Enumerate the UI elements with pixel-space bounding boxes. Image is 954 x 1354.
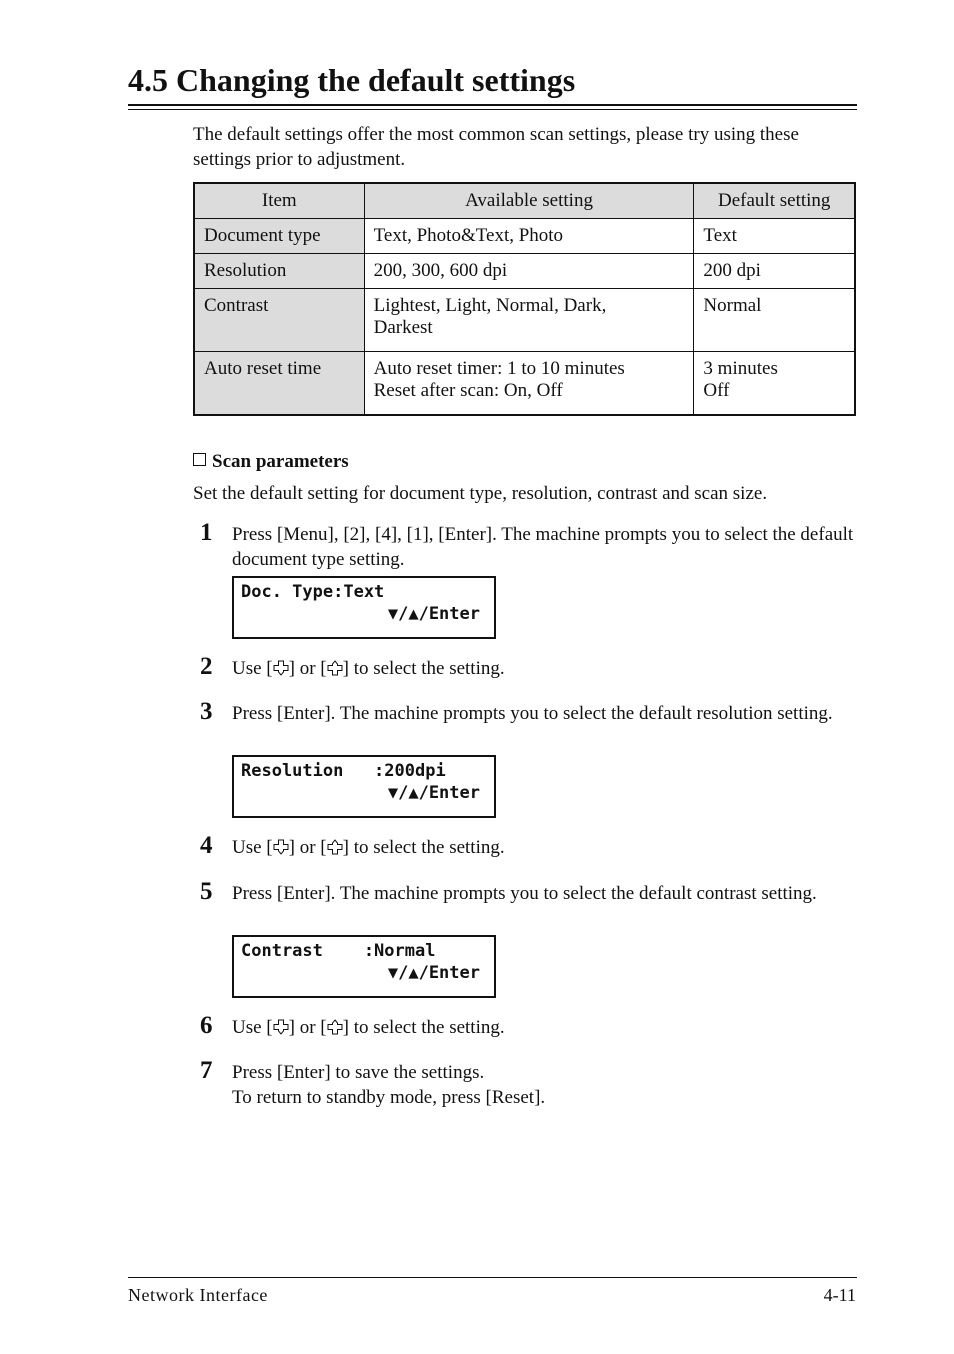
step-text: Press [Menu], [2], [4], [1], [Enter]. The machine prompts you to select the default document type setting. <box>232 524 854 570</box>
title-rule-thin <box>128 109 857 110</box>
page-title: 4.5 Changing the default settings <box>128 62 576 98</box>
lcd-display-doc-type <box>232 576 496 639</box>
step-number: 3 <box>200 698 213 725</box>
step-number: 2 <box>200 653 213 680</box>
scan-parameters-heading <box>193 451 349 473</box>
scan-parameters-description: Set the default setting for document type, resolution, contrast and scan size. <box>193 483 768 504</box>
row-available-line: Auto reset timer: 1 to 10 minutes <box>373 358 625 379</box>
row-available <box>364 352 694 416</box>
step-number: 6 <box>200 1012 213 1039</box>
title-rule <box>128 104 857 106</box>
scan-parameters-heading-text: Scan parameters <box>212 451 349 472</box>
lcd-line-2: ▼/▲/Enter <box>387 604 480 624</box>
step-number: 7 <box>200 1057 213 1084</box>
joystick-up-icon <box>327 839 343 855</box>
step-text-part: ] or [ <box>288 837 327 858</box>
row-item: Auto reset time <box>194 352 364 416</box>
step-text-part: Use [ <box>232 658 273 679</box>
lcd-line-1: Doc. Type:Text <box>241 582 385 602</box>
table-row <box>194 254 855 289</box>
step-text-part: ] to select the setting. <box>342 658 505 679</box>
row-default: Normal <box>694 289 855 352</box>
row-default: Text <box>694 219 855 254</box>
lcd-display-resolution <box>232 755 496 818</box>
row-default <box>694 352 855 416</box>
step-number: 5 <box>200 878 213 905</box>
step-text-part: ] to select the setting. <box>342 1017 505 1038</box>
footer-title: Network Interface <box>128 1285 268 1305</box>
lcd-line-2: ▼/▲/Enter <box>387 963 480 983</box>
table-row <box>194 352 855 416</box>
row-default: 200 dpi <box>694 254 855 289</box>
row-available: Text, Photo&Text, Photo <box>364 219 694 254</box>
step-text <box>232 835 857 860</box>
step-text-part: Use [ <box>232 1017 273 1038</box>
header-available: Available setting <box>364 183 694 219</box>
step-text-part: ] or [ <box>288 1017 327 1038</box>
step-text-line: To return to standby mode, press [Reset]. <box>232 1087 546 1108</box>
header-default: Default setting <box>694 183 855 219</box>
footer-rule <box>128 1277 857 1278</box>
lcd-display-contrast <box>232 935 496 998</box>
default-settings-table <box>193 182 856 416</box>
joystick-down-icon <box>273 1019 289 1035</box>
step-text: Press [Enter]. The machine prompts you to select the default contrast setting. <box>232 883 817 904</box>
step-text <box>232 1015 857 1040</box>
row-available-line: Reset after scan: On, Off <box>373 380 563 401</box>
step-text <box>232 656 857 681</box>
row-available-line: Darkest <box>373 317 433 338</box>
step-number: 4 <box>200 832 213 859</box>
lcd-line-1: Resolution :200dpi <box>241 761 446 781</box>
row-item: Document type <box>194 219 364 254</box>
table-header-row <box>194 183 855 219</box>
checkbox-square-icon <box>193 453 206 466</box>
step-text-part: ] or [ <box>288 658 327 679</box>
joystick-down-icon <box>273 839 289 855</box>
header-item: Item <box>194 183 364 219</box>
lcd-line-2: ▼/▲/Enter <box>387 783 480 803</box>
step-text-line: Press [Enter] to save the settings. <box>232 1062 485 1083</box>
step-text: Press [Enter]. The machine prompts you to select the default resolution setting. <box>232 703 833 724</box>
joystick-up-icon <box>327 1019 343 1035</box>
joystick-down-icon <box>273 660 289 676</box>
step-text-part: Use [ <box>232 837 273 858</box>
lcd-line-1: Contrast :Normal <box>241 941 436 961</box>
row-item: Resolution <box>194 254 364 289</box>
table-row <box>194 219 855 254</box>
row-default-line: 3 minutes <box>703 358 778 379</box>
intro-paragraph: The default settings offer the most common scan settings, please try using these settings prior to adjustment. <box>193 124 799 170</box>
row-available-line: Lightest, Light, Normal, Dark, <box>373 295 607 316</box>
step-number: 1 <box>200 519 213 546</box>
table-row <box>194 289 855 352</box>
row-available: 200, 300, 600 dpi <box>364 254 694 289</box>
page-number: 4-11 <box>823 1285 856 1305</box>
joystick-up-icon <box>327 660 343 676</box>
step-text-part: ] to select the setting. <box>342 837 505 858</box>
row-default-line: Off <box>703 380 730 401</box>
row-item: Contrast <box>194 289 364 352</box>
row-available <box>364 289 694 352</box>
step-text <box>232 1060 857 1110</box>
